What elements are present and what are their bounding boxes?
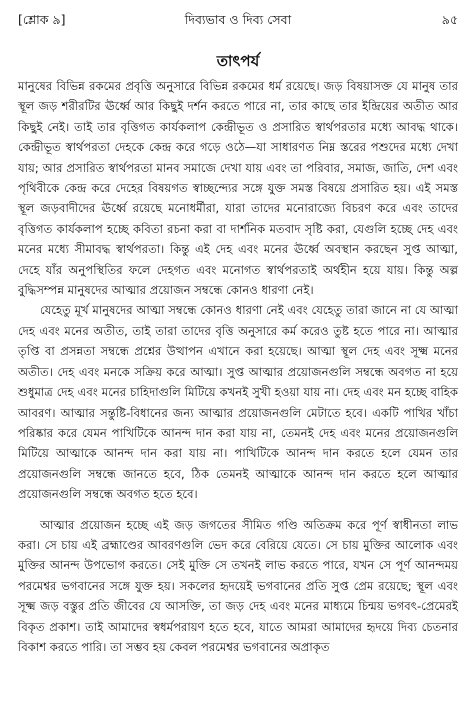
page-number: ৯৫ bbox=[441, 12, 458, 27]
chapter-title: দিব্যভাব ও দিব্য সেবা bbox=[184, 12, 292, 27]
paragraph-3: আত্মার প্রয়োজন হচ্ছে এই জড় জগতের সীমিত গণ্ডি অতিক্রম করে পূর্ণ স্বাধীনতা লাভ করা। সে চায় এই ব্রহ্মাণ্ডের আবরণগুলি ভেদ করে বেরিয়ে যেতে। সে চায় মুক্তির আলোক এবং মুক্তির আনন্দ উপভোগ করতে। সেই মুক্তি সে তখনই লাভ করতে পারে, যখন সে পূর্ণ আনন্দময় পরমেশ্বর ভগবানের সঙ্গে যুক্ত হয়। সকলের হৃদয়েই ভগবানের প্রতি সুপ্ত প্রেম রয়েছে; স্থূল এবং সূক্ষ্ম জড় বস্তুর প্রতি জীবের যে আসক্তি, তা জড় দেহ এবং মনের মাধ্যমে চিন্ময় ভগবৎ-প্রেমেরই বিকৃত প্রকাশ। তাই আমাদের স্বধর্মপরায়ণ হতে হবে, যাতে আমরা আমাদের হৃদয়ে দিব্য চেতনার বিকাশ করতে পারি। তা সম্ভব হয় কেবল পরমেশ্বর ভগবানের অপ্রাকৃত bbox=[18, 517, 458, 654]
book-page bbox=[18, 8, 458, 696]
running-header bbox=[18, 8, 458, 32]
paragraph-2: যেহেতু মূর্খ মানুষদের আত্মা সম্বন্ধে কোনও ধারণা নেই এবং যেহেতু তারা জানে না যে আত্মা দেহ এবং মনের অতীত, তাই তারা তাদের বৃত্তি অনুসারে কর্ম করেও তুষ্ট হতে পারে না। আত্মার তৃপ্তি বা প্রসন্নতা সম্বন্ধে প্রশ্নের উত্থাপন এখানে করা হয়েছে। আত্মা স্থূল দেহ এবং সূক্ষ্ম মনের অতীত। দেহ এবং মনকে সক্রিয় করে আত্মা। সুপ্ত আত্মার প্রয়োজনগুলি সম্বন্ধে অবগত না হয়ে শুধুমাত্র দেহ এবং মনের চাহিদাগুলি মিটিয়ে কখনই সুখী হওয়া যায় না। দেহ এবং মন হচ্ছে বাহিক আবরণ। আত্মার সন্তুষ্টি-বিধানের জন্য আত্মার প্রয়োজনগুলি মেটাতে হবে। একটি পাখির খাঁচা পরিষ্কার করে যেমন পাখিটিকে আনন্দ দান করা যায় না, তেমনই দেহ এবং মনের প্রয়োজনগুলি মিটিয়ে আত্মাকে আনন্দ দান করা যায় না। পাখিটিকে আনন্দ দান করতে হলে যেমন তার প্রয়োজনগুলি সম্বন্ধে জানতে হবে, ঠিক তেমনই আত্মাকে আনন্দ দান করতে হলে আত্মার প্রয়োজনগুলি সম্বন্ধে অবগত হতে হবে। bbox=[18, 303, 458, 502]
paragraph-1: মানুষের বিভিন্ন রকমের প্রবৃত্তি অনুসারে বিভিন্ন রকমের ধর্ম রয়েছে। জড় বিষয়াসক্ত যে মানুষ তার স্থূল জড় শরীরটির ঊর্ধ্বে আর কিছুই দর্শন করতে পারে না, তার কাছে তার ইন্দ্রিয়ের অতীত আর কিছুই নেই। তাই তার বৃত্তিগত কার্যকলাপ কেন্দ্রীভূত ও প্রসারিত স্বার্থপরতার মধ্যে আবদ্ধ থাকে। কেন্দ্রীভূত স্বার্থপরতা দেহকে কেন্দ্র করে গড়ে ওঠে—যা সাধারণত নিম্ন স্তরের পশুদের মধ্যে দেখা যায়; আর প্রসারিত স্বার্থপরতা মানব সমাজে দেখা যায় এবং তা পরিবার, সমাজ, জাতি, দেশ এবং পৃথিবীকে কেন্দ্র করে দেহের বিষয়গত স্বাচ্ছন্দ্যের সঙ্গে যুক্ত সমস্ত বিষয়ে প্রসারিত হয়। এই সমস্ত স্থূল জড়বাদীদের ঊর্ধ্বে রয়েছে মনোধর্মীরা, যারা তাদের মনোরাজ্যে বিচরণ করে এবং তাদের বৃত্তিগত কার্যকলাপ হচ্ছে কবিতা রচনা করা বা দার্শনিক মতবাদ সৃষ্টি করা, যেগুলি হচ্ছে দেহ এবং মনের মধ্যে সীমাবদ্ধ স্বার্থপরতা। কিন্তু এই দেহ এবং মনের ঊর্ধ্বে অবস্থান করছেন সুপ্ত আত্মা, দেহে যাঁর অনুপস্থিতির ফলে দেহগত এবং মনোগত স্বার্থপরতাই অর্থহীন হয়ে যায়। কিন্তু অল্প বুদ্ধিসম্পন্ন মানুষদের আত্মার প্রয়োজন সম্বন্ধে কোনও ধারণা নেই। bbox=[18, 79, 458, 298]
verse-reference: [শ্লোক ৯] bbox=[18, 12, 66, 27]
purport-heading: তাৎপর্য bbox=[216, 52, 260, 70]
